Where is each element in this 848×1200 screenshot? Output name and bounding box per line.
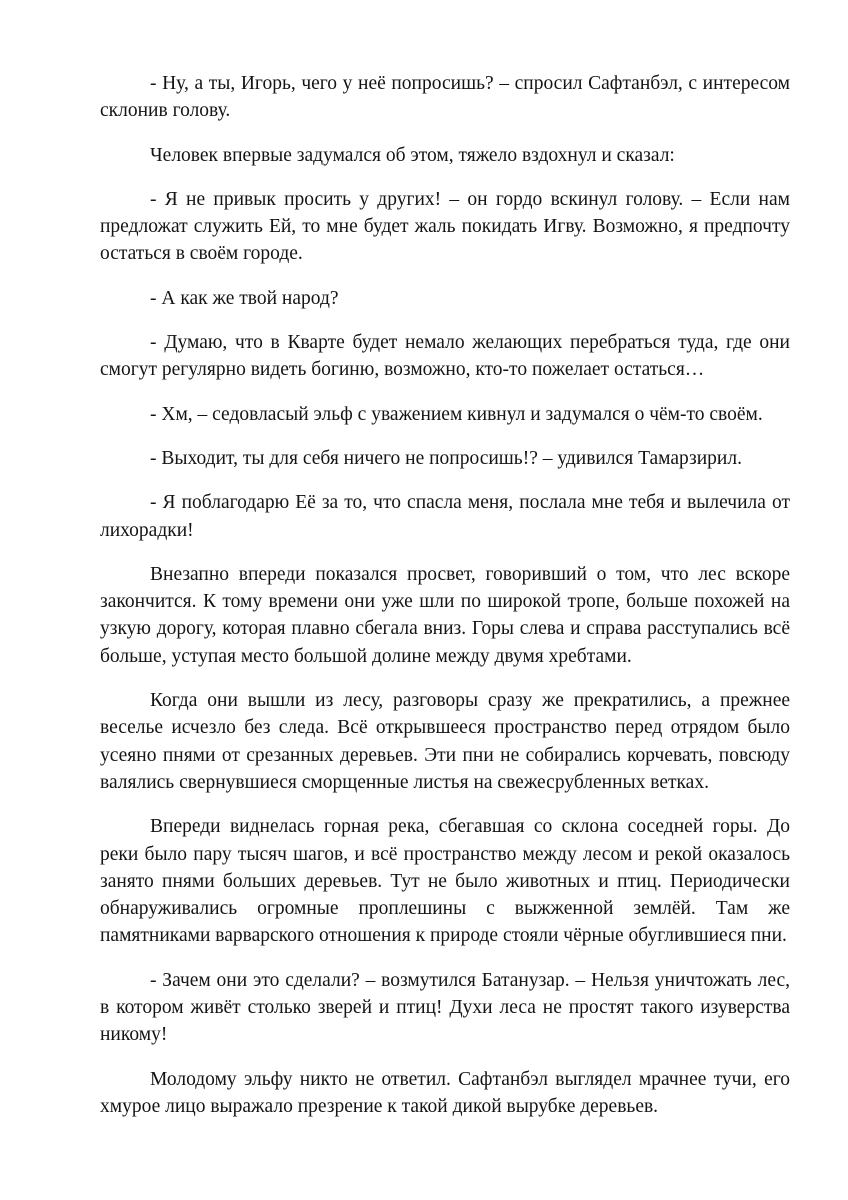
document-page [100,70,790,1137]
paragraph-1: - Ну, а ты, Игорь, чего у неё попросишь? – спросил Сафтанбэл, с интересом склонив голову. [100,73,790,122]
paragraph-6: - Хм, – седовласый эльф с уважением кивнул и задумался о чём-то своём. [150,403,763,425]
paragraph-4: - А как же твой народ? [150,287,339,309]
paragraph-8: - Я поблагодарю Её за то, что спасла меня, послала мне тебя и вылечила от лихорадки! [100,492,790,541]
paragraph-9: Внезапно впереди показался просвет, говоривший о том, что лес вскоре закончится. К тому времени они уже шли по широкой тропе, больше похожей на узкую дорогу, которая плавно сбегала вниз. Горы слева и справа расступались всё больше, уступая место большой долине между двумя хребтами. [100,563,790,667]
paragraph-12: - Зачем они это сделали? – возмутился Батанузар. – Нельзя уничтожать лес, в котором живёт столько зверей и птиц! Духи леса не простят такого изуверства никому! [100,969,790,1046]
paragraph-10: Когда они вышли из лесу, разговоры сразу же прекратились, а прежнее веселье исчезло без следа. Всё открывшееся пространство перед отрядом было усеяно пнями от срезанных деревьев. Эти пни не собирались корчевать, повсюду валялись свернувшиеся сморщенные листья на свежесрубленных ветках. [100,690,790,793]
paragraph-13: Молодому эльфу никто не ответил. Сафтанбэл выглядел мрачнее тучи, его хмурое лицо выражало презрение к такой дикой вырубке деревьев. [100,1068,790,1117]
paragraph-3: - Я не привык просить у других! – он гордо вскинул голову. – Если нам предложат служить Ей, то мне будет жаль покидать Игву. Возможно, я предпочту остаться в своём городе. [100,188,790,265]
paragraph-11: Впереди виднелась горная река, сбегавшая со склона соседней горы. До реки было пару тысяч шагов, и всё пространство между лесом и рекой оказалось занято пнями больших деревьев. Тут не было животных и птиц. Периодически обнаруживались огромные проплешины с выжженной землёй. Там же памятниками варварского отношения к природе стояли чёрные обуглившиеся пни. [100,816,790,947]
paragraph-2: Человек впервые задумался об этом, тяжело вздохнул и сказал: [150,144,675,166]
paragraph-7: - Выходит, ты для себя ничего не попросишь!? – удивился Тамарзирил. [150,447,742,469]
paragraph-5: - Думаю, что в Кварте будет немало желающих перебраться туда, где они смогут регулярно видеть богиню, возможно, кто-то пожелает остаться… [100,332,790,381]
